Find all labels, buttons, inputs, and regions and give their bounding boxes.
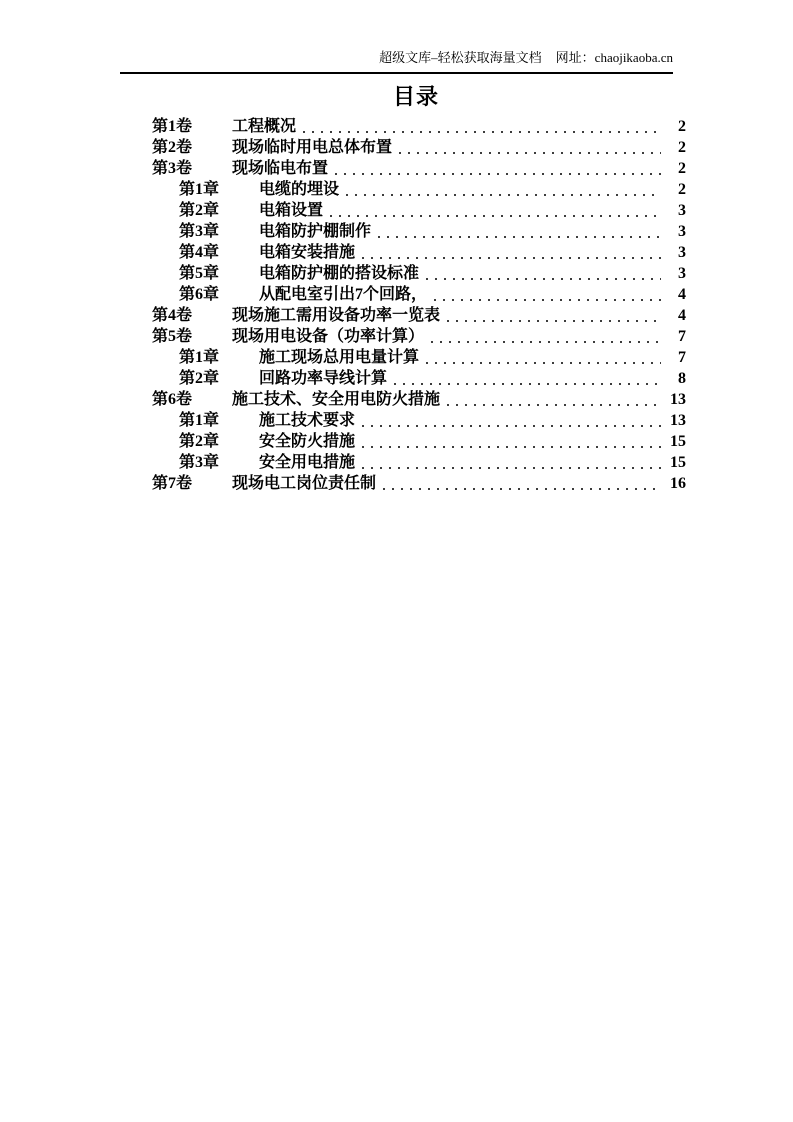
toc-entry-page: 13 [670,412,686,429]
toc-dot-leader [399,152,661,154]
toc-entry[interactable] [152,473,686,494]
toc-entry-label: 第1章 [179,412,220,429]
toc-dot-leader [346,194,661,196]
toc-entry-title: 现场施工需用设备功率一览表 [232,307,441,324]
toc-entry-page: 4 [678,286,686,303]
toc-dot-leader [330,215,661,217]
header-url-label: 网址： [555,50,595,65]
toc-entry-label: 第6章 [179,286,220,303]
toc-entry-title: 现场用电设备（功率计算） [232,328,425,345]
toc-entry-page: 2 [678,118,686,135]
toc-entry-title: 从配电室引出7个回路， [259,286,428,303]
toc-entry-title: 现场临时用电总体布置 [232,139,393,156]
toc-entry-label: 第1章 [179,181,220,198]
toc-dot-leader [426,278,661,280]
toc-entry[interactable] [152,431,686,452]
toc-entry-title: 回路功率导线计算 [259,370,388,387]
toc-entry[interactable] [152,389,686,410]
toc-entry-label: 第7卷 [152,475,193,492]
toc-entry-label: 第3章 [179,454,220,471]
toc-entry-page: 16 [670,475,686,492]
page-header [120,50,673,72]
toc-dot-leader [434,299,661,301]
toc-dot-leader [362,446,661,448]
toc-entry-label: 第1卷 [152,118,193,135]
toc-dot-leader [378,236,661,238]
page-title: 目录 [392,84,439,109]
toc-entry-page: 13 [670,391,686,408]
toc-dot-leader [303,131,661,133]
toc-entry[interactable] [152,284,686,305]
toc-entry-page: 4 [678,307,686,324]
toc-entry-label: 第2章 [179,202,220,219]
toc-dot-leader [362,467,661,469]
toc-entry-page: 3 [678,265,686,282]
toc-dot-leader [362,257,661,259]
toc-entry-title: 施工现场总用电量计算 [259,349,420,366]
toc-entry-title: 电箱设置 [259,202,324,219]
toc-entry-label: 第2章 [179,370,220,387]
toc-entry-label: 第5卷 [152,328,193,345]
toc-entry-label: 第4章 [179,244,220,261]
header-url-wrap [556,50,673,66]
toc-dot-leader [383,488,661,490]
toc-entry-title: 电箱防护棚的搭设标准 [259,265,420,282]
toc-entry-title: 施工技术、安全用电防火措施 [232,391,441,408]
toc-entry-title: 安全用电措施 [259,454,356,471]
toc-entry[interactable] [152,326,686,347]
toc-entry-page: 3 [678,223,686,240]
toc-entry[interactable] [152,116,686,137]
toc-entry-label: 第4卷 [152,307,193,324]
toc-entry[interactable] [152,368,686,389]
toc-entry-title: 工程概况 [232,118,297,135]
toc-entry[interactable] [152,200,686,221]
toc-entry-title: 安全防火措施 [259,433,356,450]
toc-dot-leader [431,341,661,343]
toc-entry-title: 现场临电布置 [232,160,329,177]
header-rule [120,72,673,74]
toc-entry[interactable] [152,263,686,284]
toc-entry-label: 第3章 [179,223,220,240]
toc-entry-page: 3 [678,202,686,219]
toc-entry-page: 8 [678,370,686,387]
toc-entry-page: 2 [678,139,686,156]
toc-entry-page: 7 [678,328,686,345]
toc-entry-label: 第2章 [179,433,220,450]
toc-dot-leader [426,362,661,364]
toc-entry-page: 3 [678,244,686,261]
toc-entry[interactable] [152,347,686,368]
toc-entry[interactable] [152,305,686,326]
toc-entry-page: 2 [678,181,686,198]
toc-entry-label: 第2卷 [152,139,193,156]
toc-entry-title: 电箱安装措施 [259,244,356,261]
toc-entry[interactable] [152,410,686,431]
toc-dot-leader [447,404,661,406]
toc-entry-label: 第1章 [179,349,220,366]
toc-entry-page: 2 [678,160,686,177]
toc-entry-page: 15 [670,454,686,471]
toc-entry-title: 电缆的埋设 [259,181,340,198]
toc-entry[interactable] [152,452,686,473]
toc-dot-leader [335,173,661,175]
toc-dot-leader [394,383,661,385]
header-brand-text: 超级文库–轻松获取海量文档 [379,50,542,65]
toc-entry-label: 第6卷 [152,391,193,408]
toc-entry[interactable] [152,158,686,179]
toc-entry-page: 7 [678,349,686,366]
toc-dot-leader [362,425,661,427]
toc-entry-title: 现场电工岗位责任制 [232,475,377,492]
toc-entry-page: 15 [670,433,686,450]
toc-entry-title: 电箱防护棚制作 [259,223,372,240]
toc-dot-leader [447,320,661,322]
table-of-contents [152,116,686,494]
toc-entry[interactable] [152,242,686,263]
toc-entry[interactable] [152,221,686,242]
toc-entry-title: 施工技术要求 [259,412,356,429]
toc-entry[interactable] [152,179,686,200]
header-url: chaojikaoba.cn [594,50,673,65]
toc-entry-label: 第3卷 [152,160,193,177]
toc-entry[interactable] [152,137,686,158]
toc-entry-label: 第5章 [179,265,220,282]
